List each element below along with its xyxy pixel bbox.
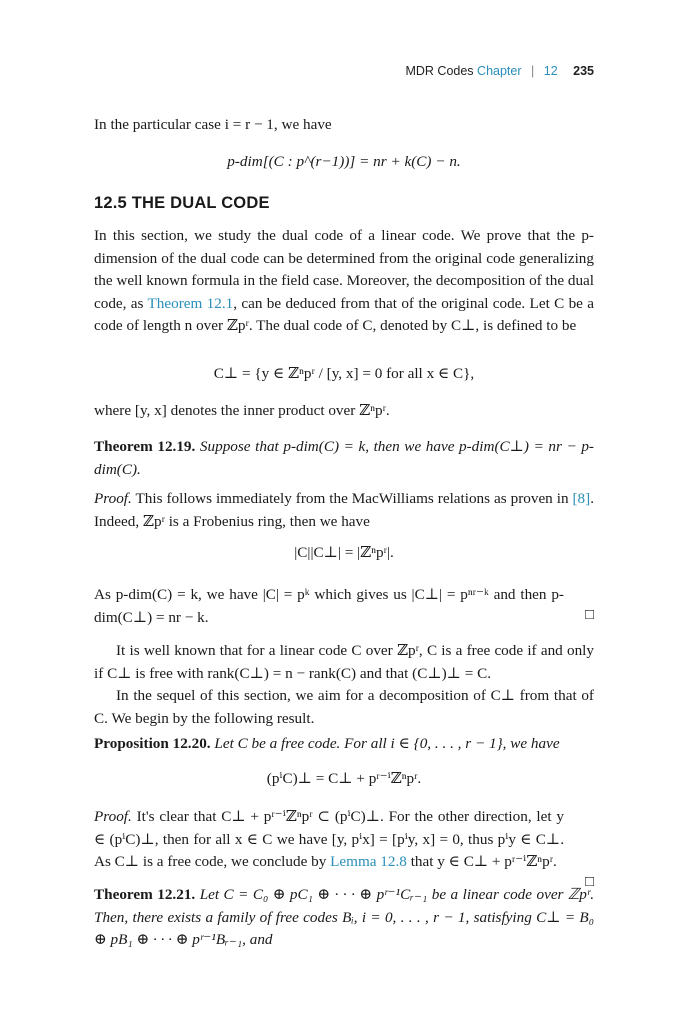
theorem-12-19-label: Theorem 12.19. xyxy=(94,438,196,455)
proof-1-text-b: . Indeed, ℤpʳ is a Frobenius ring, then we have xyxy=(94,490,594,530)
intro-text-b: , can be deduced from that of the original code. Let C be a code of length n over ℤpʳ. The dual code of C, denoted by C⊥, is defined to be xyxy=(94,294,594,335)
lemma-12-8-link[interactable]: Lemma 12.8 xyxy=(330,853,407,871)
proposition-12-20-text: Let C be a free code. For all i ∈ {0, . . . , r − 1}, we have xyxy=(214,735,560,752)
inner-product-line: where [y, x] denotes the inner product over ℤⁿpʳ. xyxy=(94,402,390,419)
section-title: 12.5 THE DUAL CODE xyxy=(94,194,270,212)
header-chapter-number: 12 xyxy=(543,64,558,78)
page-number: 235 xyxy=(573,64,594,78)
header-title: MDR Codes xyxy=(405,64,474,78)
reference-8-link[interactable]: [8] xyxy=(572,490,591,507)
intro-paragraph xyxy=(94,225,594,338)
theorem-12-21 xyxy=(94,884,594,952)
qed-symbol: □ xyxy=(584,607,594,623)
equation-cardinality: |C||C⊥| = |ℤⁿpʳ|. xyxy=(294,544,394,561)
intro-text-a: In this section, we study the dual code of a linear code. We prove that the p-dimension of the dual code can be determined from the original code generalizing the well known formula in the field case. Moreover, the decomposition of the dual code, as xyxy=(94,227,595,312)
proof-2-text-a: It's clear that C⊥ + pʳ⁻ⁱℤⁿpʳ ⊂ (pⁱC)⊥. For the other direction, let y ∈ (pⁱC)⊥, then for all x ∈ C we have [y, pⁱx] = [pⁱy, x] = 0, thus pⁱy ∈ C⊥. As C⊥ is a free code, we conclude by xyxy=(94,808,564,871)
header-chapter-label: Chapter xyxy=(477,64,522,78)
theorem-12-19 xyxy=(94,436,594,481)
proof-2-label: Proof. xyxy=(94,808,132,825)
theorem-12-19-text: Suppose that p-dim(C) = k, then we have p-dim(C⊥) = nr − p-dim(C). xyxy=(94,438,594,478)
header-separator: | xyxy=(531,64,535,78)
proof-1-text-a: This follows immediately from the MacWilliams relations as proven in xyxy=(135,490,573,507)
proof-2 xyxy=(94,806,564,874)
theorem-12-21-label: Theorem 12.21. xyxy=(94,886,196,903)
proof-1 xyxy=(94,488,594,533)
equation-p-dim: p-dim[(C : p^(r−1))] = nr + k(C) − n. xyxy=(227,153,461,170)
equation-proposition: (pⁱC)⊥ = C⊥ + pʳ⁻ⁱℤⁿpʳ. xyxy=(266,770,422,787)
theorem-12-1-link[interactable]: Theorem 12.1 xyxy=(147,294,234,312)
proposition-12-20-label: Proposition 12.20. xyxy=(94,735,211,752)
free-code-paragraph: It is well known that for a linear code C over ℤpʳ, C is a free code if and only if C⊥ is free with rank(C⊥) = n − rank(C) and that (C⊥)⊥ = C. xyxy=(94,642,594,682)
running-header xyxy=(405,64,594,78)
theorem-12-21-text: Let C = C₀ ⊕ pC₁ ⊕ · · · ⊕ pʳ⁻¹Cᵣ₋₁ be a linear code over ℤpʳ. Then, there exists a family of free codes Bᵢ, i = 0, . . . , r − 1, satisfying C⊥ = B₀ ⊕ pB₁ ⊕ · · · ⊕ pʳ⁻¹Bᵣ₋₁, and xyxy=(94,886,595,949)
qed-symbol-2: □ xyxy=(584,874,594,890)
equation-dual-definition: C⊥ = {y ∈ ℤⁿpʳ / [y, x] = 0 for all x ∈ C}, xyxy=(213,365,475,382)
proposition-12-20 xyxy=(94,733,594,756)
proof-2-text-b: that y ∈ C⊥ + pʳ⁻ⁱℤⁿpʳ. xyxy=(406,853,557,871)
proof-1-label: Proof. xyxy=(94,490,132,507)
particular-case-line: In the particular case i = r − 1, we have xyxy=(94,116,332,133)
p-dim-paragraph: As p-dim(C) = k, we have |C| = pᵏ which gives us |C⊥| = pⁿʳ⁻ᵏ and then p-dim(C⊥) = nr − k. xyxy=(94,586,564,626)
sequel-paragraph: In the sequel of this section, we aim for a decomposition of C⊥ from that of C. We begin by the following result. xyxy=(94,687,594,727)
